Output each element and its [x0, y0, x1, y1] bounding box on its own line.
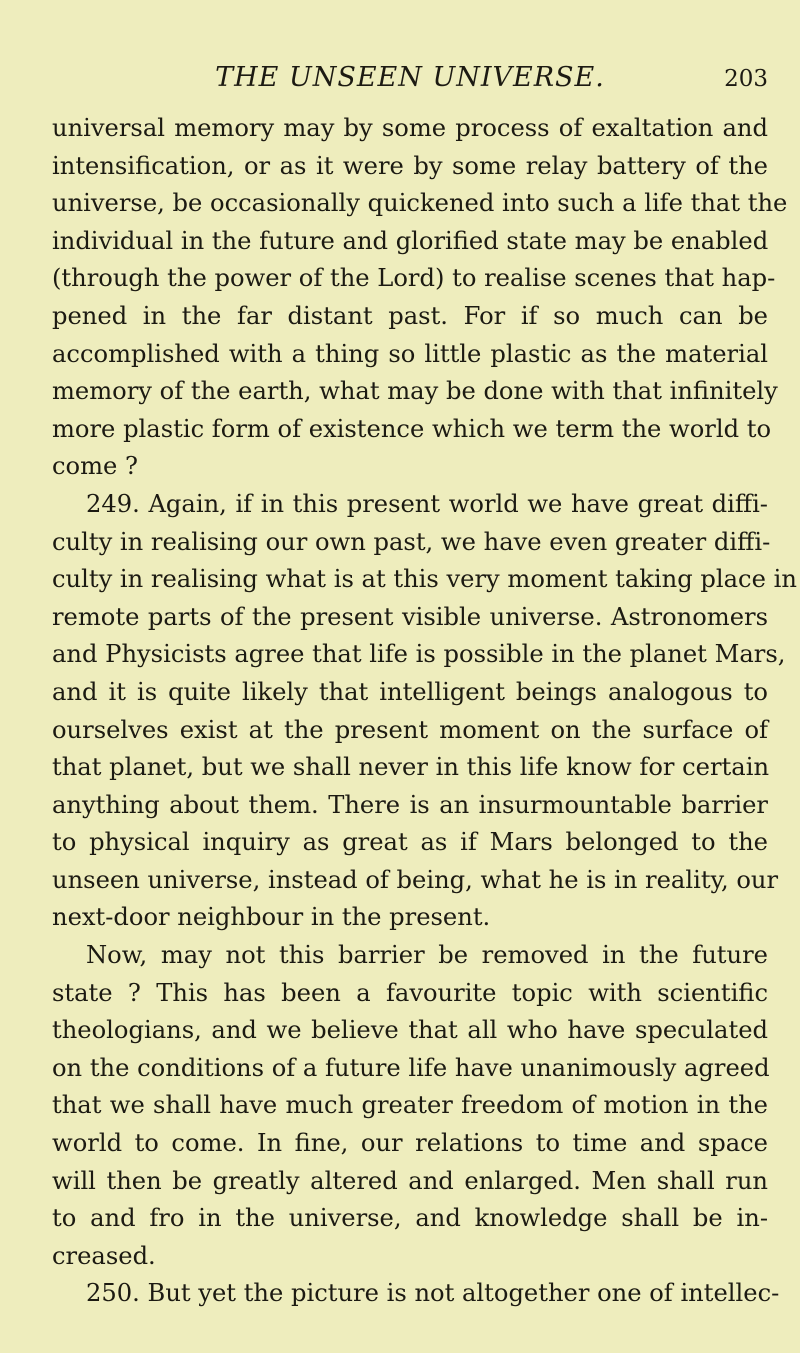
text-line: Now, may not this barrier be removed in the future — [86, 941, 768, 970]
text-line: 249. Again, if in this present world we have great diffi- — [86, 489, 768, 518]
text-line: unseen universe, instead of being, what he is in reality, our — [52, 865, 779, 894]
text-line: intensification, or as it were by some relay battery of the — [52, 151, 768, 180]
page-number: 203 — [724, 66, 768, 92]
text-line: and it is quite likely that intelligent beings analogous to — [52, 677, 768, 706]
text-line: 250. But yet the picture is not altogether one of intellec- — [86, 1279, 780, 1308]
text-line: memory of the earth, what may be done with that infinitely — [52, 377, 778, 406]
text-line: (through the power of the Lord) to realise scenes that hap- — [52, 264, 776, 293]
text-line: state ? This has been a favourite topic with scientific — [52, 978, 768, 1007]
text-line: ourselves exist at the present moment on the surface of — [52, 715, 768, 744]
text-line: that planet, but we shall never in this life know for certain — [52, 753, 770, 782]
text-line: anything about them. There is an insurmountable barrier — [52, 790, 768, 819]
text-line: will then be greatly altered and enlarged. Men shall run — [52, 1166, 768, 1195]
text-line: world to come. In fine, our relations to time and space — [52, 1129, 768, 1158]
text-line: accomplished with a thing so little plastic as the material — [52, 339, 768, 368]
text-line: come ? — [52, 452, 139, 481]
text-line: pened in the far distant past. For if so much can be — [52, 301, 768, 330]
text-line: universe, be occasionally quickened into such a life that the — [52, 189, 788, 218]
text-line: individual in the future and glorified state may be enabled — [52, 226, 769, 255]
text-line: universal memory may by some process of exaltation and — [52, 114, 768, 142]
text-line: more plastic form of existence which we term the world to — [52, 414, 772, 443]
text-line: culty in realising our own past, we have even greater diffi- — [52, 527, 771, 556]
running-title: THE UNSEEN UNIVERSE. — [215, 62, 605, 93]
text-line: that we shall have much greater freedom of motion in the — [52, 1091, 768, 1120]
text-line: to and fro in the universe, and knowledge shall be in- — [52, 1204, 768, 1233]
text-line: next-door neighbour in the present. — [52, 903, 491, 932]
body-text — [52, 110, 797, 1313]
page-header — [52, 62, 768, 102]
text-line: on the conditions of a future life have unanimously agreed — [52, 1053, 770, 1082]
text-line: remote parts of the present visible universe. Astronomers — [52, 602, 768, 631]
text-line: to physical inquiry as great as if Mars belonged to the — [52, 828, 768, 857]
text-line: creased. — [52, 1241, 156, 1270]
text-line: theologians, and we believe that all who have speculated — [52, 1016, 768, 1045]
text-line: culty in realising what is at this very moment taking place in — [52, 565, 797, 594]
text-line: and Physicists agree that life is possible in the planet Mars, — [52, 640, 786, 669]
